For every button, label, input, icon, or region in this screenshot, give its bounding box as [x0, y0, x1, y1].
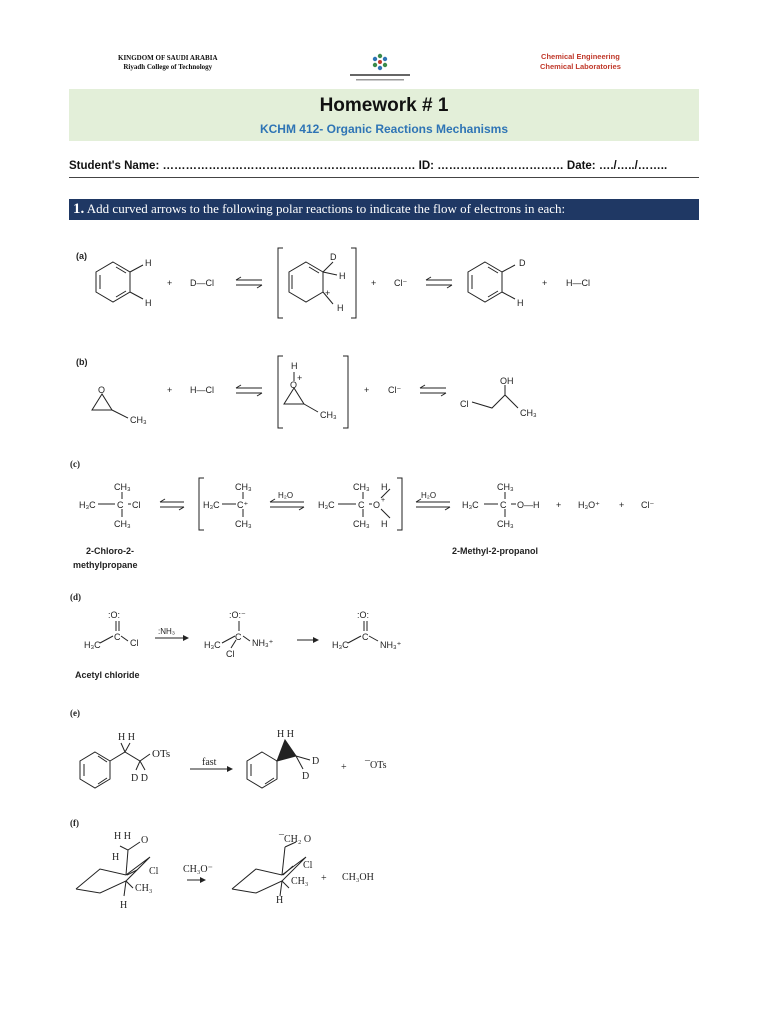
atom-h: H: [276, 895, 284, 906]
atom-c: C: [114, 632, 121, 642]
question-text: Add curved arrows to the following polar reactions to indicate the flow of electrons in each:: [86, 201, 566, 216]
reagent-water: H₂O: [278, 491, 294, 500]
atom-h: H: [145, 258, 152, 268]
methyl-group: H₃C: [84, 640, 101, 650]
lab-name: Chemical Laboratories: [540, 62, 621, 71]
alkoxide-oxygen: :O:⁻: [229, 610, 246, 620]
deuteriums: D D: [131, 773, 148, 784]
plus-sign: +: [619, 500, 625, 510]
hydroxyl-group: OH: [500, 376, 514, 386]
atom-h: H: [291, 361, 298, 371]
atom-cl: Cl: [132, 500, 141, 510]
methyl-group: CH₃: [130, 415, 147, 425]
reaction-b: [92, 356, 518, 428]
atom-c: C: [235, 632, 242, 642]
plus-sign: +: [371, 278, 377, 288]
condition-fast: fast: [202, 757, 217, 768]
tosylate-ion: ¯OTs: [365, 760, 387, 771]
atom-h: H: [120, 900, 128, 911]
hydrogens: H H: [118, 732, 135, 743]
hydrogens: H H: [277, 729, 294, 740]
compound-name: 2-Chloro-2-: [86, 546, 134, 556]
chloride-ion: Cl⁻: [394, 278, 408, 288]
carbonyl-oxygen: :O:: [108, 610, 121, 620]
hydroxyl-group: O—H: [517, 500, 540, 510]
atom-h: H: [145, 298, 152, 308]
carbocation: C⁺: [237, 500, 249, 510]
reaction-a: [96, 248, 515, 318]
institution-college: Riyadh College of Technology: [123, 63, 213, 71]
atom-o: O: [141, 835, 149, 846]
atom-h: H: [339, 271, 346, 281]
reaction-e: [80, 740, 310, 788]
plus-sign: +: [341, 762, 347, 773]
atom-o: O: [290, 380, 298, 390]
department-name: Chemical Engineering: [541, 52, 620, 61]
ammonium-group: NH₃⁺: [252, 638, 274, 648]
atom-c: C: [358, 500, 365, 510]
course-subtitle: KCHM 412- Organic Reactions Mechanisms: [259, 122, 509, 136]
plus-sign: +: [321, 873, 327, 884]
page-title: Homework # 1: [319, 95, 449, 116]
methyl-group: H₃C: [79, 500, 96, 510]
chloride-ion: Cl⁻: [641, 500, 655, 510]
methyl-group: CH₃: [497, 482, 514, 492]
methyl-group: H₃C: [462, 500, 479, 510]
reagent-water: H₂O: [421, 491, 437, 500]
atom-d: D: [302, 771, 310, 782]
compound-name: methylpropane: [73, 560, 138, 570]
methyl-group: CH₃: [235, 482, 252, 492]
tosylate-group: OTs: [152, 748, 171, 760]
atom-cl: Cl: [460, 399, 469, 409]
methyl-group: CH₃: [135, 883, 153, 894]
product-hcl: H—Cl: [566, 278, 590, 288]
methyl-group: CH₃: [353, 519, 370, 529]
methyl-group: CH₃: [291, 876, 309, 887]
protonated-epoxide-ring: [284, 388, 304, 404]
atom-d: D: [330, 252, 337, 262]
atom-c: C: [362, 632, 369, 642]
methyl-group: CH₃: [114, 519, 131, 529]
chloride-ion: Cl⁻: [388, 385, 402, 395]
epoxide-ring: [92, 394, 112, 410]
methyl-group: CH₃: [235, 519, 252, 529]
atom-cl: Cl: [130, 638, 139, 648]
atom-d: D: [519, 258, 526, 268]
methyl-group: CH₃: [320, 410, 337, 420]
plus-sign: +: [167, 385, 173, 395]
reagent-ammonia: :NH₃: [158, 627, 176, 636]
atom-h: H: [381, 482, 388, 492]
atom-o: O: [98, 385, 106, 395]
plus-sign: +: [542, 278, 548, 288]
part-b-label: (b): [76, 357, 88, 367]
atom-h: H: [337, 303, 344, 313]
carbonyl-oxygen: :O:: [357, 610, 370, 620]
atom-c: C: [500, 500, 507, 510]
positive-charge: +: [325, 288, 331, 298]
methyl-group: H₃C: [332, 640, 349, 650]
hydronium-ion: H₃O⁺: [578, 500, 600, 510]
methyl-group: CH₃: [520, 408, 537, 418]
reagent-methoxide: CH₃O⁻: [183, 864, 213, 875]
benzene-ring-product: [468, 262, 502, 302]
enolate-group: ¯CH₂ O: [279, 834, 312, 845]
student-info-line: Student's Name: ………………………………………………………… ID: …………………………… Date: …./…../……..: [69, 160, 668, 172]
part-d-label: (d): [70, 592, 81, 602]
atom-cl: Cl: [226, 649, 235, 659]
spiro-cyclopropane: [277, 740, 296, 761]
positive-charge: +: [381, 497, 386, 504]
atom-cl: Cl: [149, 866, 159, 877]
reagent-dcl: D—Cl: [190, 278, 214, 288]
ammonium-group: NH₃⁺: [380, 640, 402, 650]
methyl-group: H₃C: [318, 500, 335, 510]
atom-o: O: [373, 500, 381, 510]
plus-sign: +: [167, 278, 173, 288]
atom-d: D: [312, 756, 320, 767]
methyl-group: CH₃: [353, 482, 370, 492]
hydrogens: H H: [114, 831, 131, 842]
compound-name: 2-Methyl-2-propanol: [452, 546, 539, 556]
positive-charge: +: [297, 373, 303, 383]
part-a-label: (a): [76, 251, 87, 261]
part-e-label: (e): [70, 708, 80, 718]
arenium-ring: [289, 262, 323, 302]
atom-h: H: [517, 298, 524, 308]
plus-sign: +: [364, 385, 370, 395]
plus-sign: +: [556, 500, 562, 510]
institution-country: KINGDOM OF SAUDI ARABIA: [118, 54, 218, 62]
methyl-group: CH₃: [497, 519, 514, 529]
benzene-ring: [96, 262, 130, 302]
part-f-label: (f): [70, 818, 79, 828]
methyl-group: H₃C: [203, 500, 220, 510]
reaction-c: [98, 478, 516, 530]
question-number: 1.: [73, 201, 85, 217]
reagent-hcl: H—Cl: [190, 385, 214, 395]
atom-h: H: [381, 519, 388, 529]
atom-cl: Cl: [303, 860, 313, 871]
atom-c: C: [117, 500, 124, 510]
part-c-label: (c): [70, 459, 80, 469]
product-methanol: CH₃OH: [342, 872, 374, 883]
methyl-group: H₃C: [204, 640, 221, 650]
methyl-group: CH₃: [114, 482, 131, 492]
atom-h: H: [112, 852, 120, 863]
compound-name: Acetyl chloride: [75, 670, 140, 680]
